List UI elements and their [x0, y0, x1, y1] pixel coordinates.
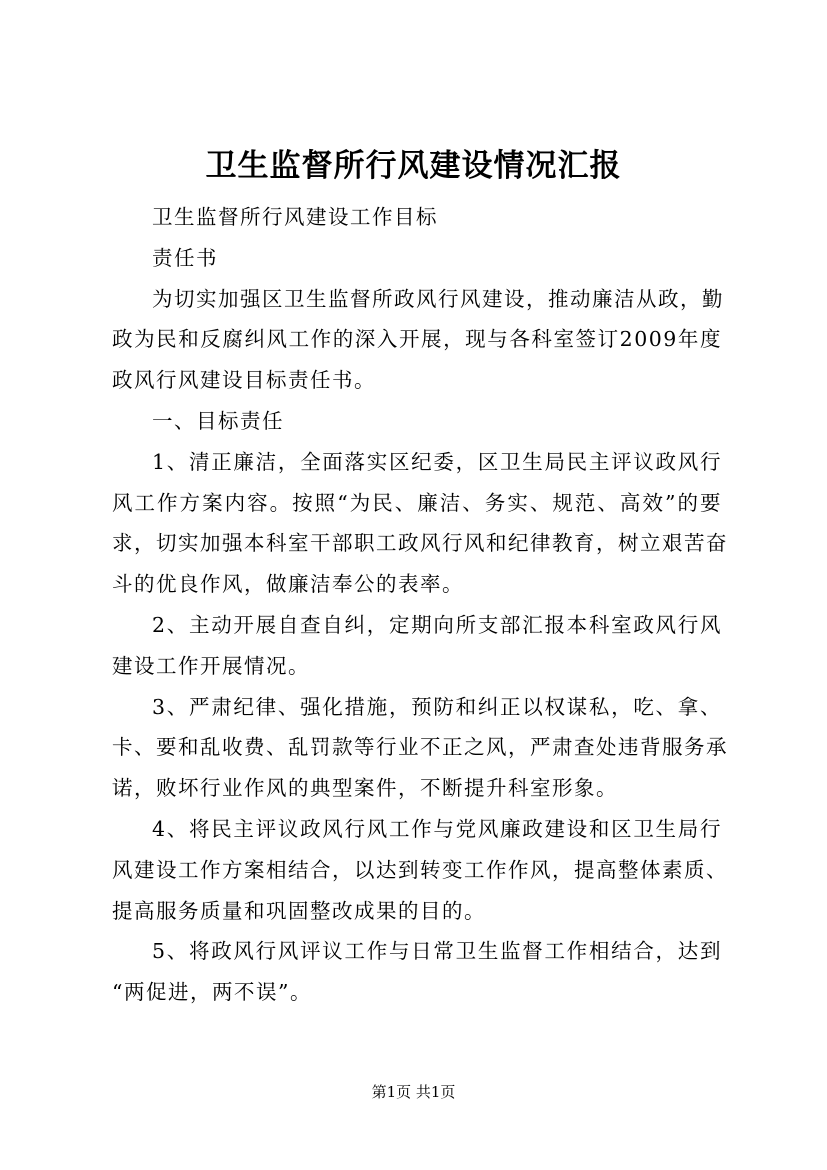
text-line: 政风行风建设目标责任书。	[112, 368, 376, 393]
text-line: 1、清正廉洁，全面落实区纪委，区卫生局民主评议政风行	[152, 449, 722, 474]
text-line: 卡、要和乱收费、乱罚款等行业不正之风，严肃查处违背服务承	[112, 735, 728, 760]
text-line: 卫生监督所行风建设工作目标	[152, 205, 438, 229]
document-title: 卫生监督所行风建设情况汇报	[205, 148, 622, 184]
text-line: 5、将政风行风评议工作与日常卫生监督工作相结合，达到	[152, 939, 722, 964]
text-line: “两促进，两不误”。	[112, 980, 312, 1005]
text-line: 风建设工作方案相结合，以达到转变工作作风，提高整体素质、	[112, 857, 728, 882]
text-line: 2、主动开展自查自纠，定期向所支部汇报本科室政风行风	[152, 612, 722, 637]
text-line: 政为民和反腐纠风工作的深入开展，现与各科室签订2009年度	[112, 327, 722, 352]
text-line: 斗的优良作风，做廉洁奉公的表率。	[112, 572, 464, 597]
document-body	[112, 197, 728, 1013]
text-line: 风工作方案内容。按照“为民、廉洁、务实、规范、高效”的要	[112, 490, 722, 515]
text-line: 3、严肃纪律、强化措施，预防和纠正以权谋私，吃、拿、	[152, 694, 722, 719]
text-line: 建设工作开展情况。	[112, 653, 310, 678]
text-line: 责任书	[152, 245, 218, 270]
text-line: 为切实加强区卫生监督所政风行风建设，推动廉洁从政，勤	[152, 286, 724, 311]
text-line: 一、目标责任	[152, 408, 284, 433]
text-line: 提高服务质量和巩固整改成果的目的。	[112, 898, 486, 923]
text-line: 诺，败坏行业作风的典型案件，不断提升科室形象。	[112, 776, 618, 801]
page-footer: 第1页 共1页	[371, 1083, 456, 1101]
text-line: 求，切实加强本科室干部职工政风行风和纪律教育，树立艰苦奋	[112, 531, 728, 556]
text-line: 4、将民主评议政风行风工作与党风廉政建设和区卫生局行	[152, 816, 722, 841]
